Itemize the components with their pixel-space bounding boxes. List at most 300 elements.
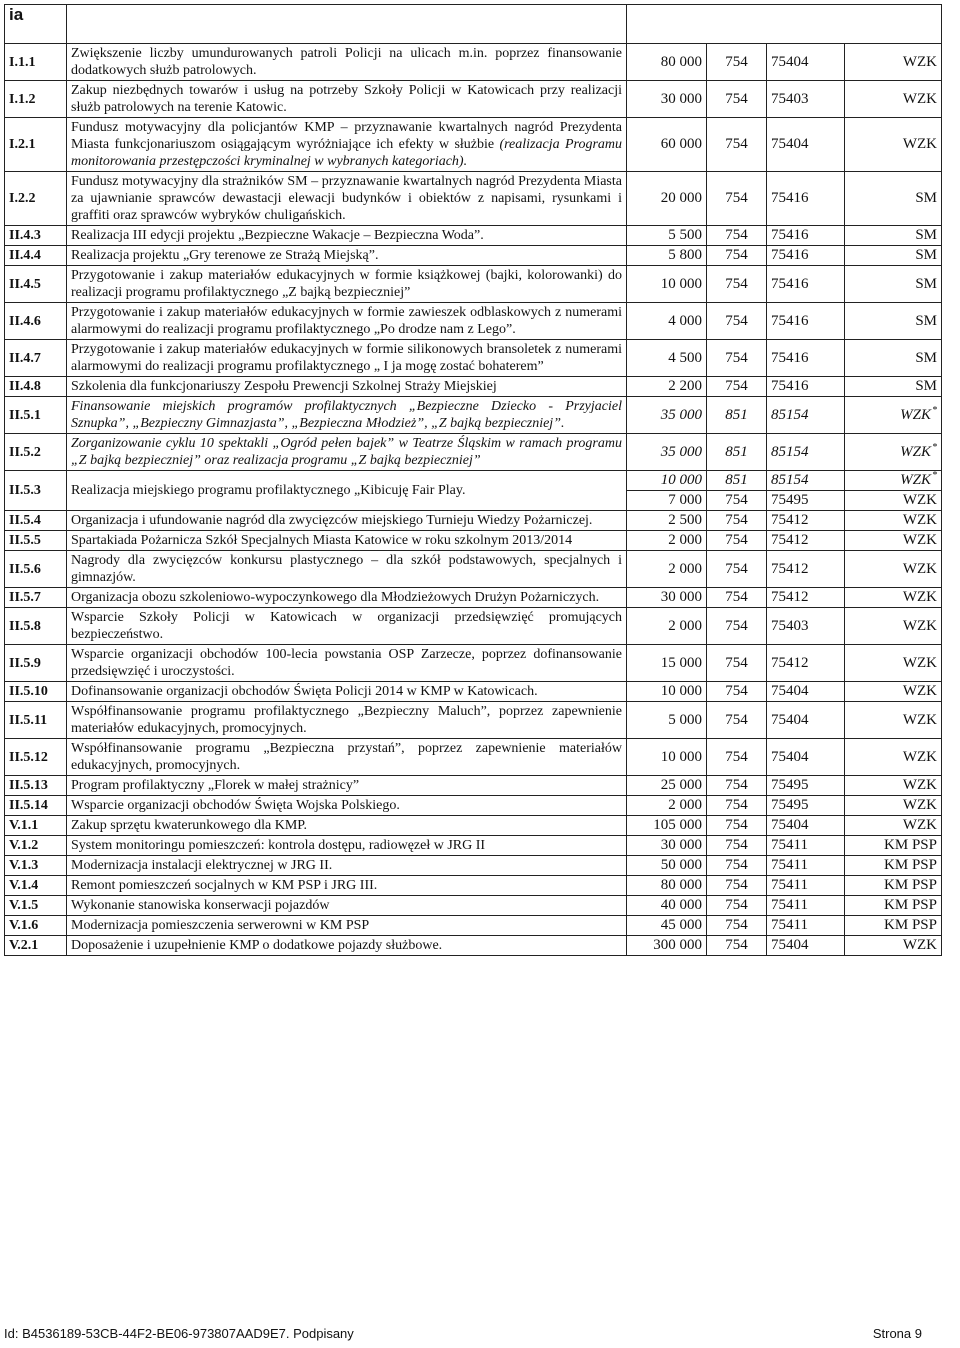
row-code: V.1.3 bbox=[5, 856, 67, 876]
row-code: V.1.5 bbox=[5, 896, 67, 916]
row-code: II.4.3 bbox=[5, 226, 67, 246]
row-amount-text: 2 500 bbox=[668, 512, 702, 528]
row-description bbox=[67, 896, 627, 916]
row-dzial bbox=[707, 397, 767, 434]
row-code: II.5.12 bbox=[5, 739, 67, 776]
row-amount bbox=[627, 491, 707, 511]
row-unit-text: WZK bbox=[902, 654, 937, 671]
row-code: II.5.7 bbox=[5, 588, 67, 608]
row-amount bbox=[627, 816, 707, 836]
row-dzial-text: 754 bbox=[725, 190, 748, 206]
row-rozdzial-text: 75404 bbox=[771, 937, 809, 953]
row-rozdzial-text: 75404 bbox=[771, 748, 809, 765]
row-rozdzial-text: 85154 bbox=[771, 406, 809, 423]
row-rozdzial-text: 75404 bbox=[771, 683, 809, 699]
row-dzial bbox=[707, 377, 767, 397]
table-row bbox=[5, 246, 942, 266]
row-description bbox=[67, 434, 627, 471]
table-row bbox=[5, 226, 942, 246]
row-dzial bbox=[707, 81, 767, 118]
row-dzial bbox=[707, 226, 767, 246]
row-amount bbox=[627, 916, 707, 936]
row-code: II.5.9 bbox=[5, 645, 67, 682]
row-description bbox=[67, 44, 627, 81]
row-amount-text: 5 800 bbox=[668, 247, 702, 263]
table-row bbox=[5, 511, 942, 531]
description-italic-text: Finansowanie miejskich programów profilaktycznych „Bezpieczne Dziecko - Przyjaciel Sznupka”, „Bezpieczny Gimnazjasta”, „Bezpieczna Młodzież”, „Z bajką bezpieczniej”. bbox=[71, 399, 622, 431]
row-dzial bbox=[707, 776, 767, 796]
row-rozdzial bbox=[767, 377, 845, 397]
row-rozdzial-text: 75411 bbox=[771, 897, 808, 913]
row-amount-text: 10 000 bbox=[660, 683, 702, 699]
row-rozdzial bbox=[767, 303, 845, 340]
row-unit-text: WZK bbox=[900, 443, 931, 460]
row-rozdzial-text: 85154 bbox=[771, 472, 809, 488]
row-dzial-text: 754 bbox=[725, 654, 748, 671]
row-amount bbox=[627, 340, 707, 377]
table-row bbox=[5, 702, 942, 739]
table-row bbox=[5, 916, 942, 936]
row-dzial-text: 754 bbox=[725, 683, 748, 699]
row-description bbox=[67, 796, 627, 816]
description-text: Zakup sprzętu kwaterunkowego dla KMP. bbox=[71, 818, 308, 833]
row-dzial-text: 754 bbox=[725, 777, 748, 793]
row-amount bbox=[627, 172, 707, 226]
row-amount-text: 5 000 bbox=[668, 711, 702, 728]
row-rozdzial bbox=[767, 246, 845, 266]
row-rozdzial bbox=[767, 551, 845, 588]
row-amount-text: 30 000 bbox=[660, 589, 702, 605]
description-text: Realizacja projektu „Gry terenowe ze Strażą Miejską”. bbox=[71, 248, 379, 263]
row-unit bbox=[845, 816, 942, 836]
row-dzial bbox=[707, 471, 767, 491]
row-dzial bbox=[707, 796, 767, 816]
row-amount bbox=[627, 876, 707, 896]
row-description bbox=[67, 377, 627, 397]
row-code: II.5.13 bbox=[5, 776, 67, 796]
row-amount bbox=[627, 44, 707, 81]
row-dzial bbox=[707, 246, 767, 266]
description-text: Fundusz motywacyjny dla strażników SM – przyznawanie kwartalnych nagród Prezydenta Miasta za ujawnianie sprawców dewastacji elewacji budynków i obiektów z napisami, rysunkami i graffiti oraz sprawców wybryków chuligańskich. bbox=[71, 174, 622, 223]
row-dzial-text: 754 bbox=[725, 136, 748, 152]
row-rozdzial-text: 75411 bbox=[771, 877, 808, 893]
row-dzial-text: 754 bbox=[725, 937, 748, 953]
row-unit-text: SM bbox=[915, 247, 937, 263]
row-dzial bbox=[707, 434, 767, 471]
row-code: V.1.2 bbox=[5, 836, 67, 856]
description-text: Przygotowanie i zakup materiałów edukacyjnych w formie książkowej (bajki, kolorowanki) do realizacji programu profilaktycznego „Z bajką bezpieczniej” bbox=[71, 268, 622, 300]
row-rozdzial bbox=[767, 645, 845, 682]
row-amount-text: 30 000 bbox=[660, 90, 702, 107]
row-dzial bbox=[707, 896, 767, 916]
row-rozdzial bbox=[767, 856, 845, 876]
row-description bbox=[67, 511, 627, 531]
row-unit-text: WZK bbox=[902, 748, 937, 765]
row-unit-text: WZK bbox=[902, 683, 937, 699]
row-code: II.5.1 bbox=[5, 397, 67, 434]
table-row bbox=[5, 303, 942, 340]
row-unit bbox=[845, 511, 942, 531]
row-dzial-text: 851 bbox=[725, 406, 748, 423]
row-unit-text: WZK bbox=[900, 406, 931, 423]
row-unit bbox=[845, 172, 942, 226]
row-dzial bbox=[707, 856, 767, 876]
row-unit-text: WZK bbox=[902, 589, 937, 605]
row-description bbox=[67, 397, 627, 434]
row-amount-text: 45 000 bbox=[660, 917, 702, 933]
row-amount bbox=[627, 836, 707, 856]
row-dzial-text: 754 bbox=[725, 378, 748, 394]
row-dzial-text: 754 bbox=[725, 312, 748, 329]
row-amount-text: 2 000 bbox=[668, 532, 702, 548]
row-rozdzial bbox=[767, 397, 845, 434]
description-text: Współfinansowanie programu profilaktycznego „Bezpieczny Maluch”, poprzez zapewnienie materiałów edukacyjnych, promocyjnych. bbox=[71, 704, 622, 736]
row-description bbox=[67, 246, 627, 266]
table-row bbox=[5, 645, 942, 682]
row-dzial bbox=[707, 739, 767, 776]
row-code: II.4.6 bbox=[5, 303, 67, 340]
description-text: Program profilaktyczny „Florek w małej strażnicy” bbox=[71, 778, 360, 793]
row-dzial-text: 754 bbox=[725, 532, 748, 548]
row-unit bbox=[845, 702, 942, 739]
row-rozdzial-text: 85154 bbox=[771, 443, 809, 460]
row-description bbox=[67, 876, 627, 896]
row-dzial-text: 754 bbox=[725, 53, 748, 70]
row-dzial bbox=[707, 936, 767, 956]
table-row bbox=[5, 816, 942, 836]
table-row bbox=[5, 44, 942, 81]
row-description bbox=[67, 588, 627, 608]
row-amount-text: 7 000 bbox=[668, 492, 702, 508]
row-description bbox=[67, 776, 627, 796]
row-unit bbox=[845, 896, 942, 916]
row-dzial-text: 754 bbox=[725, 492, 748, 508]
row-amount bbox=[627, 551, 707, 588]
table-header-row bbox=[5, 5, 942, 44]
row-unit bbox=[845, 796, 942, 816]
row-rozdzial bbox=[767, 876, 845, 896]
row-dzial bbox=[707, 340, 767, 377]
row-unit-text: SM bbox=[915, 190, 937, 206]
row-rozdzial bbox=[767, 434, 845, 471]
row-amount bbox=[627, 303, 707, 340]
description-text: Realizacja miejskiego programu profilaktycznego „Kibicuję Fair Play. bbox=[71, 483, 466, 498]
table-row bbox=[5, 551, 942, 588]
row-unit bbox=[845, 303, 942, 340]
row-rozdzial bbox=[767, 226, 845, 246]
footnote-star: * bbox=[932, 441, 937, 453]
row-rozdzial bbox=[767, 739, 845, 776]
row-rozdzial bbox=[767, 340, 845, 377]
budget-table bbox=[4, 4, 942, 956]
row-rozdzial bbox=[767, 471, 845, 491]
row-rozdzial-text: 75416 bbox=[771, 190, 809, 206]
row-amount-text: 300 000 bbox=[653, 937, 702, 953]
row-code: V.1.1 bbox=[5, 816, 67, 836]
row-dzial-text: 754 bbox=[725, 877, 748, 893]
row-unit bbox=[845, 226, 942, 246]
table-row bbox=[5, 434, 942, 471]
row-dzial bbox=[707, 118, 767, 172]
description-text: Wsparcie organizacji obchodów Święta Wojska Polskiego. bbox=[71, 798, 400, 813]
row-rozdzial-text: 75403 bbox=[771, 90, 809, 107]
row-amount-text: 60 000 bbox=[660, 136, 702, 152]
row-amount bbox=[627, 796, 707, 816]
row-rozdzial-text: 75416 bbox=[771, 312, 809, 329]
row-rozdzial bbox=[767, 776, 845, 796]
row-unit bbox=[845, 246, 942, 266]
row-code: II.4.4 bbox=[5, 246, 67, 266]
row-unit bbox=[845, 682, 942, 702]
description-text: Wsparcie organizacji obchodów 100-lecia powstania OSP Zarzecze, poprzez dofinansowanie przedsięwzięć i uroczystości. bbox=[71, 647, 622, 679]
row-code: I.2.1 bbox=[5, 118, 67, 172]
row-unit-text: SM bbox=[915, 349, 937, 366]
row-amount bbox=[627, 896, 707, 916]
table-row bbox=[5, 876, 942, 896]
table-row bbox=[5, 266, 942, 303]
row-rozdzial bbox=[767, 266, 845, 303]
row-rozdzial bbox=[767, 796, 845, 816]
row-rozdzial-text: 75412 bbox=[771, 560, 809, 577]
row-dzial-text: 754 bbox=[725, 711, 748, 728]
row-code: V.1.4 bbox=[5, 876, 67, 896]
row-amount-text: 15 000 bbox=[660, 654, 702, 671]
table-row bbox=[5, 776, 942, 796]
row-description bbox=[67, 172, 627, 226]
row-rozdzial-text: 75411 bbox=[771, 917, 808, 933]
row-unit-text: WZK bbox=[902, 617, 937, 634]
row-code: II.4.5 bbox=[5, 266, 67, 303]
row-unit-text: WZK bbox=[902, 512, 937, 528]
row-unit bbox=[845, 118, 942, 172]
row-unit-text: WZK bbox=[902, 560, 937, 577]
row-code: II.5.3 bbox=[5, 471, 67, 511]
description-text: System monitoringu pomieszczeń: kontrola dostępu, radiowęzeł w JRG II bbox=[71, 838, 486, 853]
row-rozdzial bbox=[767, 44, 845, 81]
row-dzial-text: 754 bbox=[725, 589, 748, 605]
row-unit-text: SM bbox=[915, 275, 937, 292]
table-row bbox=[5, 172, 942, 226]
row-rozdzial bbox=[767, 81, 845, 118]
row-unit bbox=[845, 936, 942, 956]
description-text: Przygotowanie i zakup materiałów edukacyjnych w formie zawieszek odblaskowych z numerami alarmowymi do realizacji programu profilaktycznego „Po drodze nam z Lego”. bbox=[71, 305, 622, 337]
row-code: I.2.2 bbox=[5, 172, 67, 226]
description-text: Zwiększenie liczby umundurowanych patroli Policji na ulicach m.in. poprzez finansowanie dodatkowych służb patrolowych. bbox=[71, 46, 622, 78]
row-code: II.5.6 bbox=[5, 551, 67, 588]
document-id: Id: B4536189-53CB-44F2-BE06-973807AAD9E7. Podpisany bbox=[4, 1326, 354, 1341]
page-footer bbox=[4, 1326, 922, 1341]
description-text: Modernizacja instalacji elektrycznej w JRG II. bbox=[71, 858, 333, 873]
row-amount bbox=[627, 682, 707, 702]
row-amount-text: 40 000 bbox=[660, 897, 702, 913]
description-text: Realizacja III edycji projektu „Bezpieczne Wakacje – Bezpieczna Woda”. bbox=[71, 228, 484, 243]
row-dzial bbox=[707, 44, 767, 81]
row-unit-text: WZK bbox=[902, 797, 937, 813]
row-rozdzial bbox=[767, 608, 845, 645]
row-dzial-text: 754 bbox=[725, 90, 748, 107]
row-rozdzial bbox=[767, 896, 845, 916]
table-row bbox=[5, 118, 942, 172]
row-amount bbox=[627, 608, 707, 645]
description-text: Doposażenie i uzupełnienie KMP o dodatkowe pojazdy służbowe. bbox=[71, 938, 443, 953]
row-unit bbox=[845, 266, 942, 303]
row-unit bbox=[845, 531, 942, 551]
table-row bbox=[5, 377, 942, 397]
row-amount bbox=[627, 511, 707, 531]
row-code: II.5.11 bbox=[5, 702, 67, 739]
description-text: Remont pomieszczeń socjalnych w KM PSP i JRG III. bbox=[71, 878, 378, 893]
row-dzial bbox=[707, 682, 767, 702]
row-amount bbox=[627, 81, 707, 118]
row-unit-text: KM PSP bbox=[884, 837, 937, 853]
row-code: II.5.2 bbox=[5, 434, 67, 471]
row-description bbox=[67, 303, 627, 340]
row-code: II.5.14 bbox=[5, 796, 67, 816]
row-unit-text: WZK bbox=[902, 53, 937, 70]
row-unit bbox=[845, 916, 942, 936]
row-unit-text: WZK bbox=[902, 711, 937, 728]
row-amount bbox=[627, 856, 707, 876]
row-rozdzial-text: 75416 bbox=[771, 227, 809, 243]
row-unit bbox=[845, 397, 942, 434]
row-amount-text: 2 000 bbox=[668, 617, 702, 634]
row-unit bbox=[845, 471, 942, 491]
row-dzial bbox=[707, 172, 767, 226]
row-dzial bbox=[707, 303, 767, 340]
row-description bbox=[67, 551, 627, 588]
row-unit-text: KM PSP bbox=[884, 897, 937, 913]
table-row bbox=[5, 796, 942, 816]
row-dzial-text: 754 bbox=[725, 247, 748, 263]
row-amount-text: 10 000 bbox=[660, 275, 702, 292]
row-description bbox=[67, 340, 627, 377]
table-row bbox=[5, 682, 942, 702]
row-dzial bbox=[707, 551, 767, 588]
row-unit-text: WZK bbox=[902, 492, 937, 508]
row-unit bbox=[845, 340, 942, 377]
row-dzial bbox=[707, 836, 767, 856]
row-unit-text: SM bbox=[915, 227, 937, 243]
row-rozdzial-text: 75416 bbox=[771, 349, 809, 366]
row-code: V.1.6 bbox=[5, 916, 67, 936]
table-row bbox=[5, 471, 942, 491]
row-unit bbox=[845, 551, 942, 588]
row-rozdzial bbox=[767, 491, 845, 511]
row-rozdzial-text: 75495 bbox=[771, 797, 809, 813]
table-row bbox=[5, 739, 942, 776]
row-unit bbox=[845, 491, 942, 511]
row-rozdzial bbox=[767, 118, 845, 172]
row-dzial bbox=[707, 266, 767, 303]
row-code: I.1.1 bbox=[5, 44, 67, 81]
table-row bbox=[5, 81, 942, 118]
description-italic-text: (realizacja Programu monitorowania przestępczości kryminalnej w wybranych kategoriach). bbox=[71, 137, 622, 169]
row-dzial-text: 754 bbox=[725, 897, 748, 913]
table-row bbox=[5, 588, 942, 608]
row-rozdzial-text: 75416 bbox=[771, 247, 809, 263]
row-amount-text: 2 200 bbox=[668, 378, 702, 394]
row-rozdzial-text: 75412 bbox=[771, 532, 809, 548]
header-label: ia bbox=[5, 5, 67, 44]
row-description bbox=[67, 645, 627, 682]
row-description bbox=[67, 836, 627, 856]
row-unit-text: KM PSP bbox=[884, 857, 937, 873]
row-rozdzial bbox=[767, 936, 845, 956]
row-code: II.5.4 bbox=[5, 511, 67, 531]
row-rozdzial-text: 75416 bbox=[771, 275, 809, 292]
document-page bbox=[4, 4, 941, 956]
row-rozdzial bbox=[767, 588, 845, 608]
row-amount bbox=[627, 266, 707, 303]
table-row bbox=[5, 856, 942, 876]
table-row bbox=[5, 836, 942, 856]
row-description bbox=[67, 816, 627, 836]
row-amount-text: 105 000 bbox=[653, 817, 702, 833]
row-code: II.5.8 bbox=[5, 608, 67, 645]
table-row bbox=[5, 340, 942, 377]
row-amount-text: 4 500 bbox=[668, 349, 702, 366]
row-code: V.2.1 bbox=[5, 936, 67, 956]
row-dzial bbox=[707, 876, 767, 896]
row-unit-text: WZK bbox=[902, 532, 937, 548]
row-rozdzial-text: 75495 bbox=[771, 492, 809, 508]
row-rozdzial-text: 75412 bbox=[771, 512, 809, 528]
row-unit-text: WZK bbox=[902, 777, 937, 793]
row-amount bbox=[627, 434, 707, 471]
description-text: Spartakiada Pożarnicza Szkół Specjalnych Miasta Katowice w roku szkolnym 2013/2014 bbox=[71, 533, 573, 548]
row-dzial-text: 754 bbox=[725, 837, 748, 853]
row-dzial-text: 754 bbox=[725, 617, 748, 634]
row-amount-text: 35 000 bbox=[660, 443, 702, 460]
description-text: Wsparcie Szkoły Policji w Katowicach w organizacji przedsięwzięć promujących bezpieczeństwo. bbox=[71, 610, 622, 642]
row-amount-text: 25 000 bbox=[660, 777, 702, 793]
row-dzial-text: 851 bbox=[725, 443, 748, 460]
row-unit-text: KM PSP bbox=[884, 917, 937, 933]
row-amount-text: 5 500 bbox=[668, 227, 702, 243]
description-text: Organizacja obozu szkoleniowo-wypoczynkowego dla Młodzieżowych Drużyn Pożarniczych. bbox=[71, 590, 600, 605]
row-description bbox=[67, 682, 627, 702]
row-description bbox=[67, 739, 627, 776]
row-amount bbox=[627, 776, 707, 796]
description-italic-text: Zorganizowanie cyklu 10 spektakli „Ogród pełen bajek” w Teatrze Śląskim w ramach programu „Z bajką bezpieczniej” oraz realizacja programu „Z bajką bezpieczniej” bbox=[71, 436, 622, 468]
row-unit-text: WZK bbox=[902, 90, 937, 107]
row-amount bbox=[627, 739, 707, 776]
row-rozdzial-text: 75404 bbox=[771, 136, 809, 152]
row-dzial bbox=[707, 702, 767, 739]
row-rozdzial-text: 75404 bbox=[771, 53, 809, 70]
row-amount bbox=[627, 645, 707, 682]
description-text: Współfinansowanie programu „Bezpieczna przystań”, poprzez zapewnienie materiałów edukacyjnych, promocyjnych. bbox=[71, 741, 622, 773]
row-rozdzial-text: 75411 bbox=[771, 837, 808, 853]
row-unit bbox=[845, 434, 942, 471]
row-rozdzial bbox=[767, 836, 845, 856]
row-amount-text: 30 000 bbox=[660, 837, 702, 853]
row-unit-text: SM bbox=[915, 312, 937, 329]
row-rozdzial-text: 75412 bbox=[771, 589, 809, 605]
row-unit bbox=[845, 776, 942, 796]
description-text: Modernizacja pomieszczenia serwerowni w KM PSP bbox=[71, 918, 370, 933]
row-rozdzial bbox=[767, 531, 845, 551]
footnote-star: * bbox=[932, 470, 937, 481]
row-dzial-text: 754 bbox=[725, 560, 748, 577]
page-number: Strona 9 bbox=[872, 1326, 922, 1341]
row-amount bbox=[627, 118, 707, 172]
row-rozdzial bbox=[767, 511, 845, 531]
footnote-star: * bbox=[932, 404, 937, 416]
row-rozdzial bbox=[767, 916, 845, 936]
row-code: I.1.2 bbox=[5, 81, 67, 118]
row-amount-text: 50 000 bbox=[660, 857, 702, 873]
